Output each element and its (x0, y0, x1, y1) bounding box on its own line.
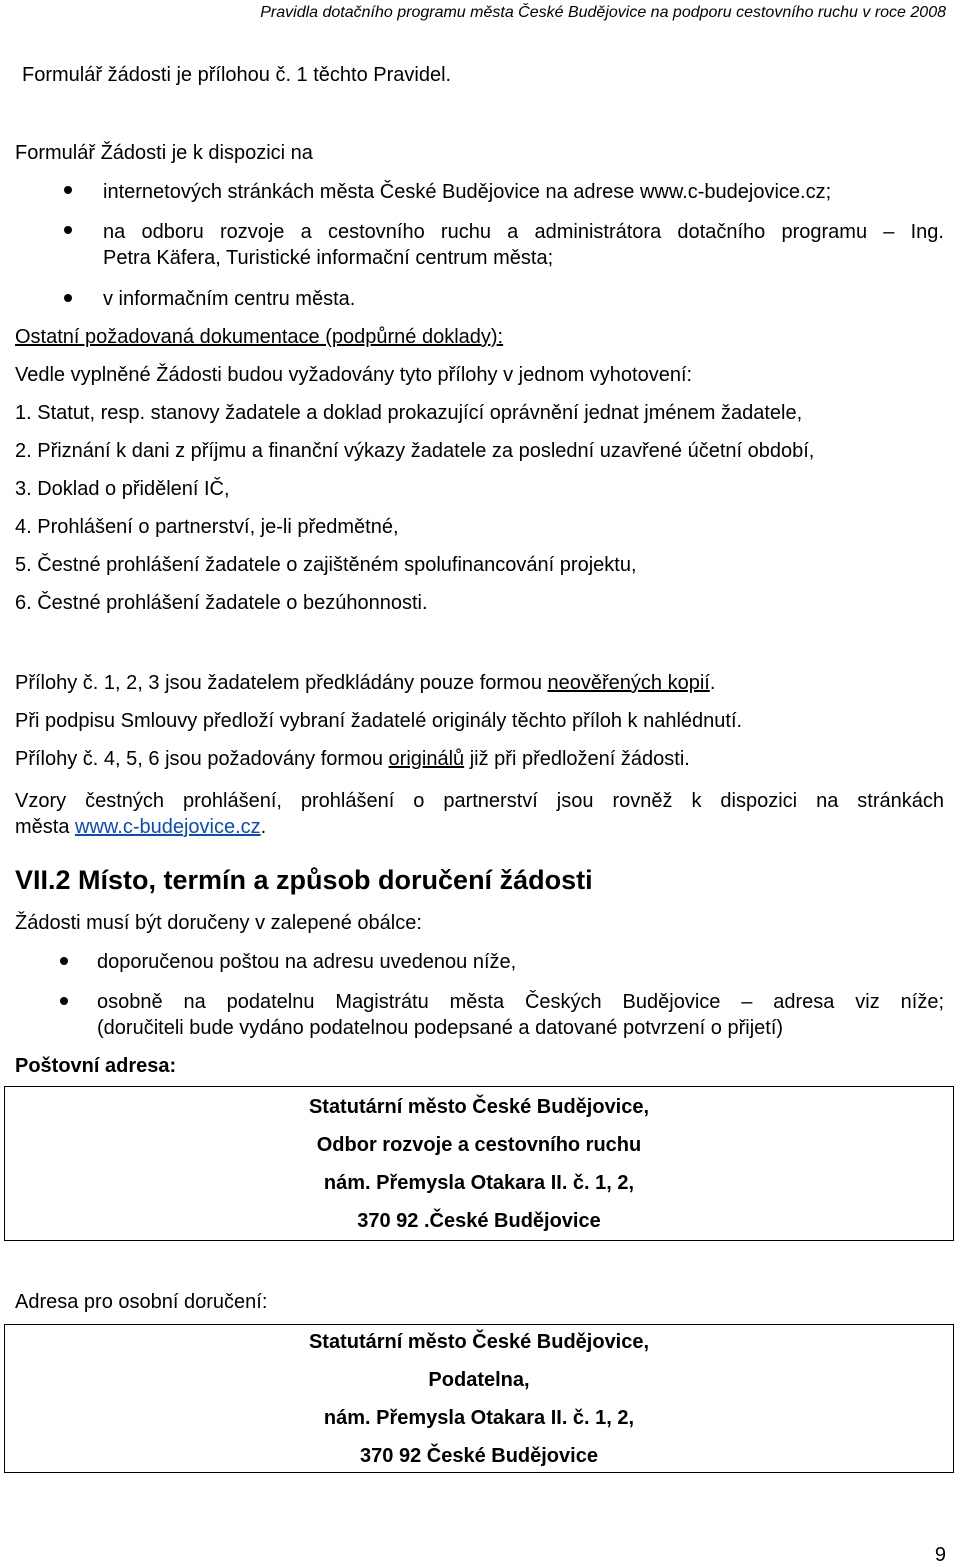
availability-item-2-line-1: na odboru rozvoje a cestovního ruchu a administrátora dotačního programu – Ing. (103, 221, 944, 243)
originals-text: originálů (388, 748, 465, 770)
bullet-icon (60, 997, 68, 1005)
availability-item-1-text: internetových stránkách města České Budějovice na adrese www.c-budejovice.cz; (103, 181, 832, 203)
templates-availability-suffix: . (260, 816, 267, 838)
attachments-original-note (15, 747, 690, 772)
section-heading: VII.2 Místo, termín a způsob doručení žádosti (15, 865, 593, 895)
personal-delivery-address-line: 370 92 České Budějovice (360, 1445, 598, 1467)
attachments-copy-note-suffix: . (709, 672, 716, 694)
delivery-lead: Žádosti musí být doručeny v zalepené obálce: (15, 912, 422, 934)
templates-availability-line-1: Vzory čestných prohlášení, prohlášení o partnerství jsou rovněž k dispozici na stránkách (15, 790, 944, 812)
postal-address-box (4, 1086, 954, 1241)
contract-signing-note: Při podpisu Smlouvy předloží vybraní žadatelé originály těchto příloh k nahlédnutí. (15, 710, 743, 732)
documentation-item: 2. Přiznání k dani z příjmu a finanční výkazy žadatele za poslední uzavřené účetní období, (15, 440, 815, 462)
personal-delivery-address-box (4, 1324, 954, 1473)
personal-delivery-label: Adresa pro osobní doručení: (15, 1291, 268, 1313)
intro-line-1: Formulář žádosti je přílohou č. 1 těchto Pravidel. (22, 64, 452, 86)
personal-delivery-address-line: Podatelna, (428, 1369, 530, 1391)
page-number: 9 (934, 1544, 946, 1566)
delivery-item-1-text: doporučenou poštou na adresu uvedenou níže, (97, 951, 517, 973)
postal-address-line: nám. Přemysla Otakara II. č. 1, 2, (323, 1172, 635, 1194)
templates-availability-prefix: města (15, 816, 76, 838)
postal-address-line: Odbor rozvoje a cestovního ruchu (316, 1134, 642, 1156)
city-website-link[interactable]: www.c-budejovice.cz (75, 816, 261, 838)
documentation-heading: Ostatní požadovaná dokumentace (podpůrné doklady): (15, 326, 504, 348)
availability-item-3-text: v informačním centru města. (103, 288, 356, 310)
attachments-original-note-suffix: již při předložení žádosti. (464, 748, 690, 770)
postal-address-line: 370 92 .České Budějovice (357, 1210, 601, 1232)
personal-delivery-address-line: nám. Přemysla Otakara II. č. 1, 2, (323, 1407, 635, 1429)
documentation-lead: Vedle vyplněné Žádosti budou vyžadovány tyto přílohy v jednom vyhotovení: (15, 364, 693, 386)
postal-address-label: Poštovní adresa: (15, 1055, 177, 1077)
attachments-original-note-prefix: Přílohy č. 4, 5, 6 jsou požadovány formou (15, 748, 389, 770)
delivery-item-2-line-2: (doručiteli bude vydáno podatelnou podepsané a datované potvrzení o přijetí) (97, 1017, 784, 1039)
bullet-icon (64, 294, 72, 302)
page-header: Pravidla dotačního programu města České Budějovice na podporu cestovního ruchu v roce 2008 (260, 4, 946, 21)
delivery-item-2-line-1: osobně na podatelnu Magistrátu města Českých Budějovice – adresa viz níže; (97, 991, 944, 1013)
personal-delivery-address-line: Statutární město České Budějovice, (308, 1331, 650, 1353)
bullet-icon (60, 957, 68, 965)
bullet-icon (64, 226, 72, 234)
documentation-item: 3. Doklad o přidělení IČ, (15, 478, 230, 500)
unverified-copies-text: neověřených kopií (547, 672, 710, 694)
attachments-copy-note (15, 671, 715, 696)
postal-address-line: Statutární město České Budějovice, (308, 1096, 650, 1118)
documentation-item: 4. Prohlášení o partnerství, je-li předmětné, (15, 516, 399, 538)
templates-availability-line-2 (15, 815, 266, 840)
documentation-item: 1. Statut, resp. stanovy žadatele a doklad prokazující oprávnění jednat jménem žadatele, (15, 402, 803, 424)
intro-line-2: Formulář Žádosti je k dispozici na (15, 142, 313, 164)
bullet-icon (64, 186, 72, 194)
documentation-item: 6. Čestné prohlášení žadatele o bezúhonnosti. (15, 592, 428, 614)
availability-item-2-line-2: Petra Käfera, Turistické informační centrum města; (103, 247, 554, 269)
documentation-item: 5. Čestné prohlášení žadatele o zajištěném spolufinancování projektu, (15, 554, 637, 576)
attachments-copy-note-prefix: Přílohy č. 1, 2, 3 jsou žadatelem předkládány pouze formou (15, 672, 548, 694)
